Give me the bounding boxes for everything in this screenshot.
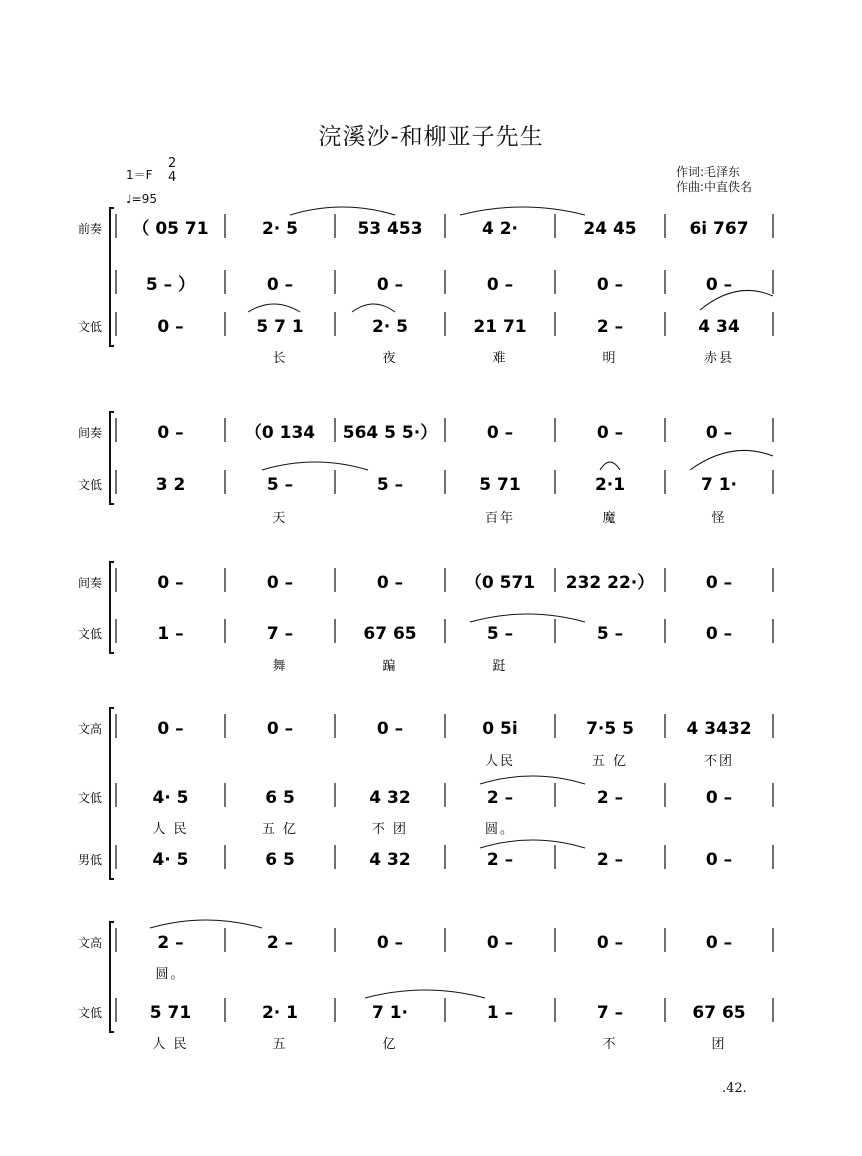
measure-notes: 5 – <box>596 624 624 644</box>
measure-notes: 5 7 1 <box>256 317 304 337</box>
measure-notes: 2 – <box>596 850 624 870</box>
measure-notes: 4 2· <box>481 219 519 239</box>
lyric-syllable: 魔 <box>602 511 618 526</box>
slur <box>248 304 300 312</box>
quarter-note-icon: ♩ <box>126 192 132 206</box>
measure-notes: 6 5 <box>265 850 295 870</box>
part-label: 文低 <box>78 627 103 641</box>
part-label: 文高 <box>78 936 103 950</box>
part-label: 文低 <box>78 478 103 492</box>
measure-notes: 1 – <box>486 1003 514 1023</box>
lyric-syllable: 长 <box>272 351 288 366</box>
measure-notes: 67 65 <box>692 1003 746 1023</box>
lyric-syllable: 舞 <box>272 659 288 674</box>
measure-notes: 0 – <box>486 275 514 295</box>
measure-notes: 2 – <box>157 933 184 953</box>
measure-notes: 0 – <box>705 624 733 644</box>
tempo-value: =95 <box>131 192 157 206</box>
lyric-syllable: 不 <box>602 1037 618 1052</box>
measure-notes: 0 – <box>596 275 624 295</box>
measure-notes: 0 – <box>705 788 733 808</box>
slur <box>480 776 585 784</box>
measure-notes: 0 5i <box>482 719 518 739</box>
part-label: 文高 <box>78 722 103 736</box>
measure-notes: （ 05 71 <box>132 219 209 239</box>
slur <box>690 450 773 470</box>
measure-notes: 0 – <box>705 275 733 295</box>
measure-notes: 7 1· <box>700 475 738 495</box>
measure-notes: 0 – <box>376 573 404 593</box>
measure-notes: 0 – <box>376 933 404 953</box>
measure-notes: 4· 5 <box>152 850 189 870</box>
score-title: 浣溪沙-和柳亚子先生 <box>318 124 544 150</box>
lyric-syllable: 夜 <box>382 351 398 366</box>
measure-notes: 4 32 <box>369 850 411 870</box>
measure-notes: 24 45 <box>583 219 637 239</box>
measure-notes: 4 3432 <box>686 719 752 739</box>
measure-notes: 5 – <box>376 475 404 495</box>
measure-notes: 7 – <box>266 624 294 644</box>
measure-notes: 0 – <box>705 850 733 870</box>
lyric-syllable: 百年 <box>484 511 516 526</box>
measure-notes: 4 34 <box>698 317 740 337</box>
part-label: 文低 <box>78 1006 103 1020</box>
measure-notes: 0 – <box>157 317 184 337</box>
time-signature-bottom: 4 <box>168 170 177 185</box>
part-label: 文低 <box>78 791 103 805</box>
measure-notes: 2· 5 <box>371 317 409 337</box>
measure-notes: 5 – <box>266 475 294 495</box>
lyric-syllable: 团 <box>711 1037 727 1052</box>
lyric-syllable: 天 <box>272 511 288 526</box>
system-brace <box>110 208 114 346</box>
measure-notes: 0 – <box>486 423 514 443</box>
measure-notes: 0 – <box>596 933 624 953</box>
measure-notes: 2·1 <box>594 475 626 495</box>
measure-notes: 6i 767 <box>689 219 749 239</box>
measure-notes: 4· 5 <box>152 788 189 808</box>
lyric-syllable: 圆。 <box>155 967 186 982</box>
measure-notes: 0 – <box>157 573 184 593</box>
slur <box>600 462 620 470</box>
measure-notes: 0 – <box>266 573 294 593</box>
measure-notes: 53 453 <box>357 219 423 239</box>
lyric-syllable: 不团 <box>703 754 735 769</box>
measure-notes: 0 – <box>157 423 184 443</box>
system-brace <box>110 708 114 879</box>
lyric-syllable: 不 团 <box>371 822 409 837</box>
slur <box>150 920 262 928</box>
part-label: 间奏 <box>78 576 103 590</box>
composer-credit: 作曲:中直佚名 <box>676 180 753 194</box>
measure-notes: 3 2 <box>155 475 186 495</box>
slur <box>470 614 585 622</box>
lyric-syllable: 亿 <box>382 1037 398 1052</box>
measure-notes: 6 5 <box>265 788 295 808</box>
measure-notes: 2 – <box>486 850 514 870</box>
measure-notes: 2 – <box>266 933 294 953</box>
part-label: 文低 <box>78 320 103 334</box>
lyric-syllable: 蹁 <box>382 659 398 674</box>
measure-notes: 564 5 5·） <box>342 423 438 443</box>
lyric-syllable: 人民 <box>484 754 516 769</box>
measure-notes: 7·5 5 <box>586 719 634 739</box>
lyric-syllable: 人 民 <box>152 1037 189 1052</box>
slur <box>262 462 368 470</box>
measure-notes: 7 1· <box>371 1003 409 1023</box>
measure-notes: 5 – ） <box>145 275 196 295</box>
lyric-syllable: 五 亿 <box>591 754 629 769</box>
lyric-syllable: 跹 <box>492 659 508 674</box>
page-number: .42. <box>722 1081 747 1096</box>
measure-notes: （0 134 <box>244 423 316 443</box>
measure-notes: 0 – <box>266 275 294 295</box>
measure-notes: 1 – <box>157 624 184 644</box>
measure-notes: 0 – <box>596 423 624 443</box>
part-label: 间奏 <box>78 426 103 440</box>
measure-notes: 5 – <box>486 624 514 644</box>
measure-notes: 4 32 <box>369 788 411 808</box>
measure-notes: 5 71 <box>149 1003 192 1023</box>
measure-notes: 0 – <box>266 719 294 739</box>
measure-notes: 0 – <box>705 573 733 593</box>
measure-notes: 2 – <box>486 788 514 808</box>
key-signature: 1＝F <box>126 168 153 182</box>
system-brace <box>110 562 114 653</box>
system-brace <box>110 922 114 1032</box>
lyric-syllable: 难 <box>492 351 508 366</box>
lyric-syllable: 五 <box>272 1037 288 1052</box>
measure-notes: 232 22·） <box>565 573 655 593</box>
slur <box>480 840 585 848</box>
slur <box>460 207 585 215</box>
measure-notes: 2· 5 <box>261 219 299 239</box>
measure-notes: 0 – <box>376 719 404 739</box>
measure-notes: 2· 1 <box>261 1003 299 1023</box>
measure-notes: 7 – <box>596 1003 624 1023</box>
lyric-syllable: 人 民 <box>152 822 189 837</box>
measure-notes: 67 65 <box>363 624 417 644</box>
lyric-syllable: 赤县 <box>703 351 735 366</box>
measure-notes: 0 – <box>376 275 404 295</box>
slur <box>365 990 485 998</box>
time-signature-top: 2 <box>168 156 177 171</box>
slur <box>352 304 395 312</box>
measure-notes: 2 – <box>596 788 624 808</box>
measure-notes: 0 – <box>486 933 514 953</box>
part-label: 前奏 <box>78 222 103 236</box>
system-brace <box>110 412 114 504</box>
lyric-syllable: 明 <box>602 351 618 366</box>
slur <box>290 207 395 215</box>
part-label: 男低 <box>78 853 103 867</box>
lyric-syllable: 圆。 <box>484 822 516 837</box>
measure-notes: 5 71 <box>479 475 521 495</box>
lyricist-credit: 作词:毛泽东 <box>676 165 741 179</box>
measure-notes: 21 71 <box>473 317 527 337</box>
lyric-syllable: 五 亿 <box>261 822 299 837</box>
measure-notes: 2 – <box>596 317 624 337</box>
measure-notes: 0 – <box>705 423 733 443</box>
measure-notes: 0 – <box>157 719 184 739</box>
measure-notes: （0 571 <box>464 573 536 593</box>
lyric-syllable: 怪 <box>711 511 727 526</box>
measure-notes: 0 – <box>705 933 733 953</box>
